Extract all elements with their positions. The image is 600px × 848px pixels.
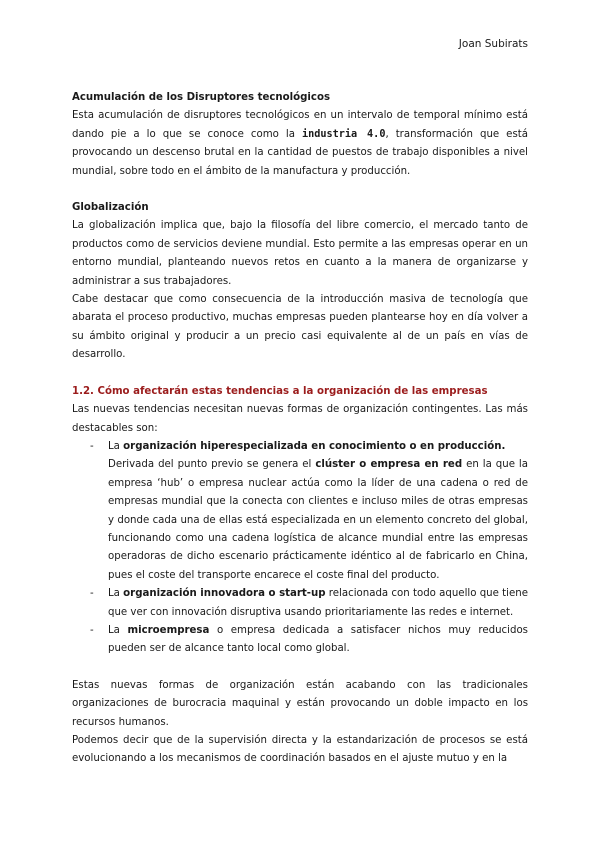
text-segment: Esta acumulación de disruptores tecnológicos en un intervalo de temporal mínimo está dando pie a lo que se conoce como la [72,110,528,140]
list-dash: - [90,440,94,452]
bold-industria: industria 4.0 [301,128,386,140]
text-segment: La [108,588,124,600]
organization-list [72,438,528,659]
bold-term: organización innovadora o start-up [123,588,326,600]
text-segment: La [108,624,128,636]
paragraph-globalizacion-2: Cabe destacar que como consecuencia de la introducción masiva de tecnología que abarata el proceso productivo, muchas empresas pueden plantearse hoy en día volver a su ámbito original y producir a un precio casi equivalente al de un país en vías de desarrollo. [72,294,528,361]
paragraph-closing-2: Podemos decir que de la supervisión directa y la estandarización de procesos se está evolucionando a los mecanismos de coordinación basados en el ajuste mutuo y en la [72,735,528,765]
bold-term: clúster o empresa en red [315,459,463,471]
bold-term: microempresa [127,624,210,636]
text-segment: relacionada con todo aquello que tiene que ver con innovación disruptiva usando prioritariamente las redes e internet. [108,588,528,618]
list-item [72,622,528,659]
paragraph-closing-1: Estas nuevas formas de organización están acabando con las tradicionales organizaciones de burocracia maquinal y están provocando un doble impacto en los recursos humanos. [72,679,528,728]
list-item [72,438,528,585]
paragraph-intro: Las nuevas tendencias necesitan nuevas formas de organización contingentes. Las más destacables son: [72,404,528,434]
section-title: 1.2. Cómo afectarán estas tendencias a la organización de las empresas [72,385,488,397]
text-segment: en la que la empresa ‘hub’ o empresa nuclear actúa como la líder de una cadena o red de empresas mundial que la conecta con clientes e incluso miles de otras empresas y donde cada una de ellas está especializada en un elemento concreto del global, funcionando como una cadena logística de alcance mundial entre las empresas operadoras de dicho escenario prácticamente idéntico al de fabricarlo en China, pues el coste del transporte encarece el coste final del producto. [108,459,528,581]
paragraph-globalizacion-1: La globalización implica que, bajo la filosofía del libre comercio, el mercado tanto de productos como de servicios deviene mundial. Esto permite a las empresas operar en un entorno mundial, planteando nuevos retos en cuanto a la manera de organizarse y administrar a sus trabajadores. [72,220,528,287]
document-body [72,89,528,769]
text-segment: Derivada del punto previo se genera el [108,459,316,471]
heading-disruptores: Acumulación de los Disruptores tecnológicos [72,92,331,103]
list-item [72,585,528,622]
list-dash: - [90,588,94,600]
bold-term: organización hiperespecializada en conocimiento o en producción. [123,440,506,452]
author-header: Joan Subirats [458,38,528,50]
text-segment: La [108,440,124,452]
paragraph-industria [72,107,528,181]
list-dash: - [90,624,94,636]
text-segment: , transformación que está provocando un descenso brutal en la cantidad de puestos de trabajo disponibles a nivel mundial, sobre todo en el ámbito de la manufactura y producción. [72,128,528,177]
heading-globalizacion: Globalización [72,202,149,214]
text-segment: o empresa dedicada a satisfacer nichos muy reducidos pueden ser de alcance tanto local como global. [108,624,528,655]
